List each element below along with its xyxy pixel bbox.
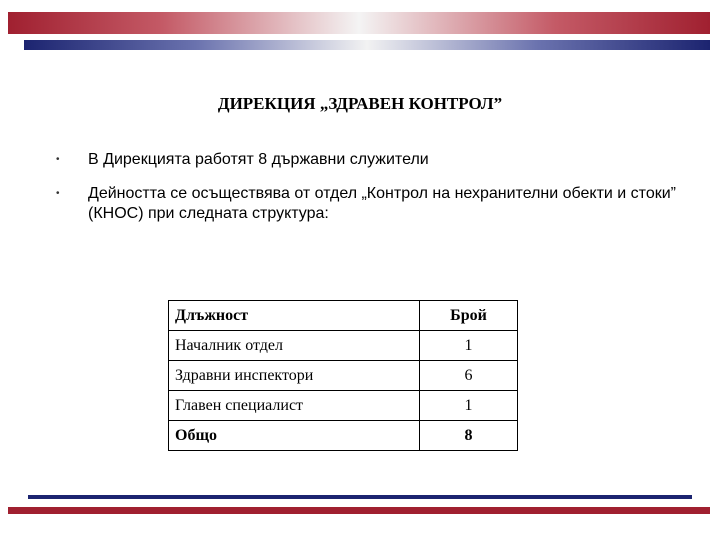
bullet-text: В Дирекцията работят 8 държавни служители xyxy=(88,151,429,168)
position-cell: Началник отдел xyxy=(169,331,420,361)
count-cell: 6 xyxy=(420,361,518,391)
total-label-cell: Общо xyxy=(169,421,420,451)
bullet-item xyxy=(56,184,706,224)
bottom-decorative-line-red xyxy=(8,507,710,514)
table-header-row xyxy=(169,301,518,331)
top-decorative-band-blue xyxy=(24,40,710,50)
position-cell: Здравни инспектори xyxy=(169,361,420,391)
top-decorative-band-red xyxy=(8,12,710,34)
structure-table xyxy=(168,300,518,451)
bullet-item xyxy=(56,150,706,170)
table-row xyxy=(169,391,518,421)
position-cell: Главен специалист xyxy=(169,391,420,421)
bullet-marker: • xyxy=(56,188,60,199)
table-row xyxy=(169,361,518,391)
slide-title: ДИРЕКЦИЯ „ЗДРАВЕН КОНТРОЛ” xyxy=(217,94,503,113)
count-cell: 1 xyxy=(420,391,518,421)
count-cell: 1 xyxy=(420,331,518,361)
column-header-count: Брой xyxy=(420,301,518,331)
table-row xyxy=(169,331,518,361)
table-total-row xyxy=(169,421,518,451)
bullet-text: Дейността се осъществява от отдел „Контрол на нехранителни обекти и стоки” (КНОС) при следната структура: xyxy=(88,185,676,222)
bullet-marker: • xyxy=(56,154,60,165)
total-count-cell: 8 xyxy=(420,421,518,451)
bottom-decorative-line-blue xyxy=(28,495,692,499)
bullet-list xyxy=(56,150,706,238)
column-header-position: Длъжност xyxy=(169,301,420,331)
